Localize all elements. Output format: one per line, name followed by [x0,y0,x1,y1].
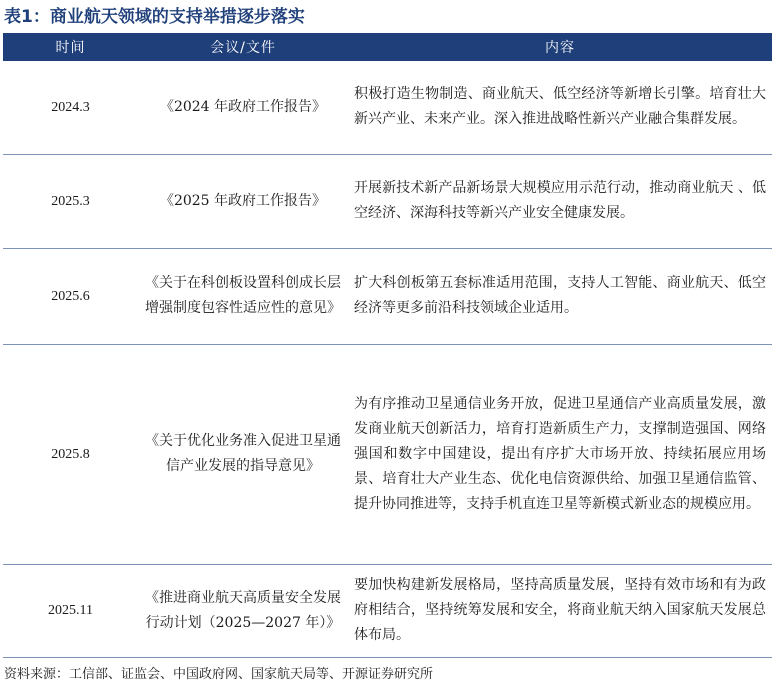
row-content: 为有序推动卫星通信业务开放，促进卫星通信产业高质量发展，激发商业航天创新活力，培育打造新质生产力，支撑制造强国、网络强国和数字中国建设，提出有序扩大市场开放、持续拓展应用场景、培育壮大产业生态、优化电信资源供给、加强卫星通信监管、提升协同推进等，支持手机直连卫星等新模式新业态的规模应用。 [348,344,772,564]
row-doc: 《2025 年政府工作报告》 [138,154,348,248]
row-time: 2025.3 [3,154,138,248]
header-time: 时间 [3,33,138,61]
row-time: 2025.6 [3,248,138,344]
table-row [3,154,772,248]
table-row [3,248,772,344]
row-time: 2025.11 [3,564,138,657]
row-doc: 《2024 年政府工作报告》 [138,61,348,154]
source-note: 资料来源：工信部、证监会、中国政府网、国家航天局等、开源证券研究所 [4,667,434,682]
header-doc: 会议/文件 [138,33,348,61]
row-content: 积极打造生物制造、商业航天、低空经济等新增长引擎。培育壮大新兴产业、未来产业。深入推进战略性新兴产业融合集群发展。 [348,61,772,154]
row-content: 开展新技术新产品新场景大规模应用示范行动，推动商业航天 、低空经济、深海科技等新兴产业安全健康发展。 [348,154,772,248]
table-row [3,344,772,564]
table-row [3,564,772,657]
policy-table [3,33,772,658]
table-row [3,61,772,154]
row-doc: 《关于优化业务准入促进卫星通信产业发展的指导意见》 [138,344,348,564]
row-content: 要加快构建新发展格局，坚持高质量发展，坚持有效市场和有为政府相结合，坚持统筹发展和安全，将商业航天纳入国家航天发展总体布局。 [348,564,772,657]
row-doc: 《关于在科创板设置科创成长层增强制度包容性适应性的意见》 [138,248,348,344]
row-content: 扩大科创板第五套标准适用范围，支持人工智能、商业航天、低空经济等更多前沿科技领域企业适用。 [348,248,772,344]
row-time: 2024.3 [3,61,138,154]
row-doc: 《推进商业航天高质量安全发展行动计划（2025—2027 年）》 [138,564,348,657]
header-content: 内容 [348,33,772,61]
table-title: 表1：商业航天领域的支持举措逐步落实 [4,7,305,27]
row-time: 2025.8 [3,344,138,564]
table-header-row [3,33,772,61]
